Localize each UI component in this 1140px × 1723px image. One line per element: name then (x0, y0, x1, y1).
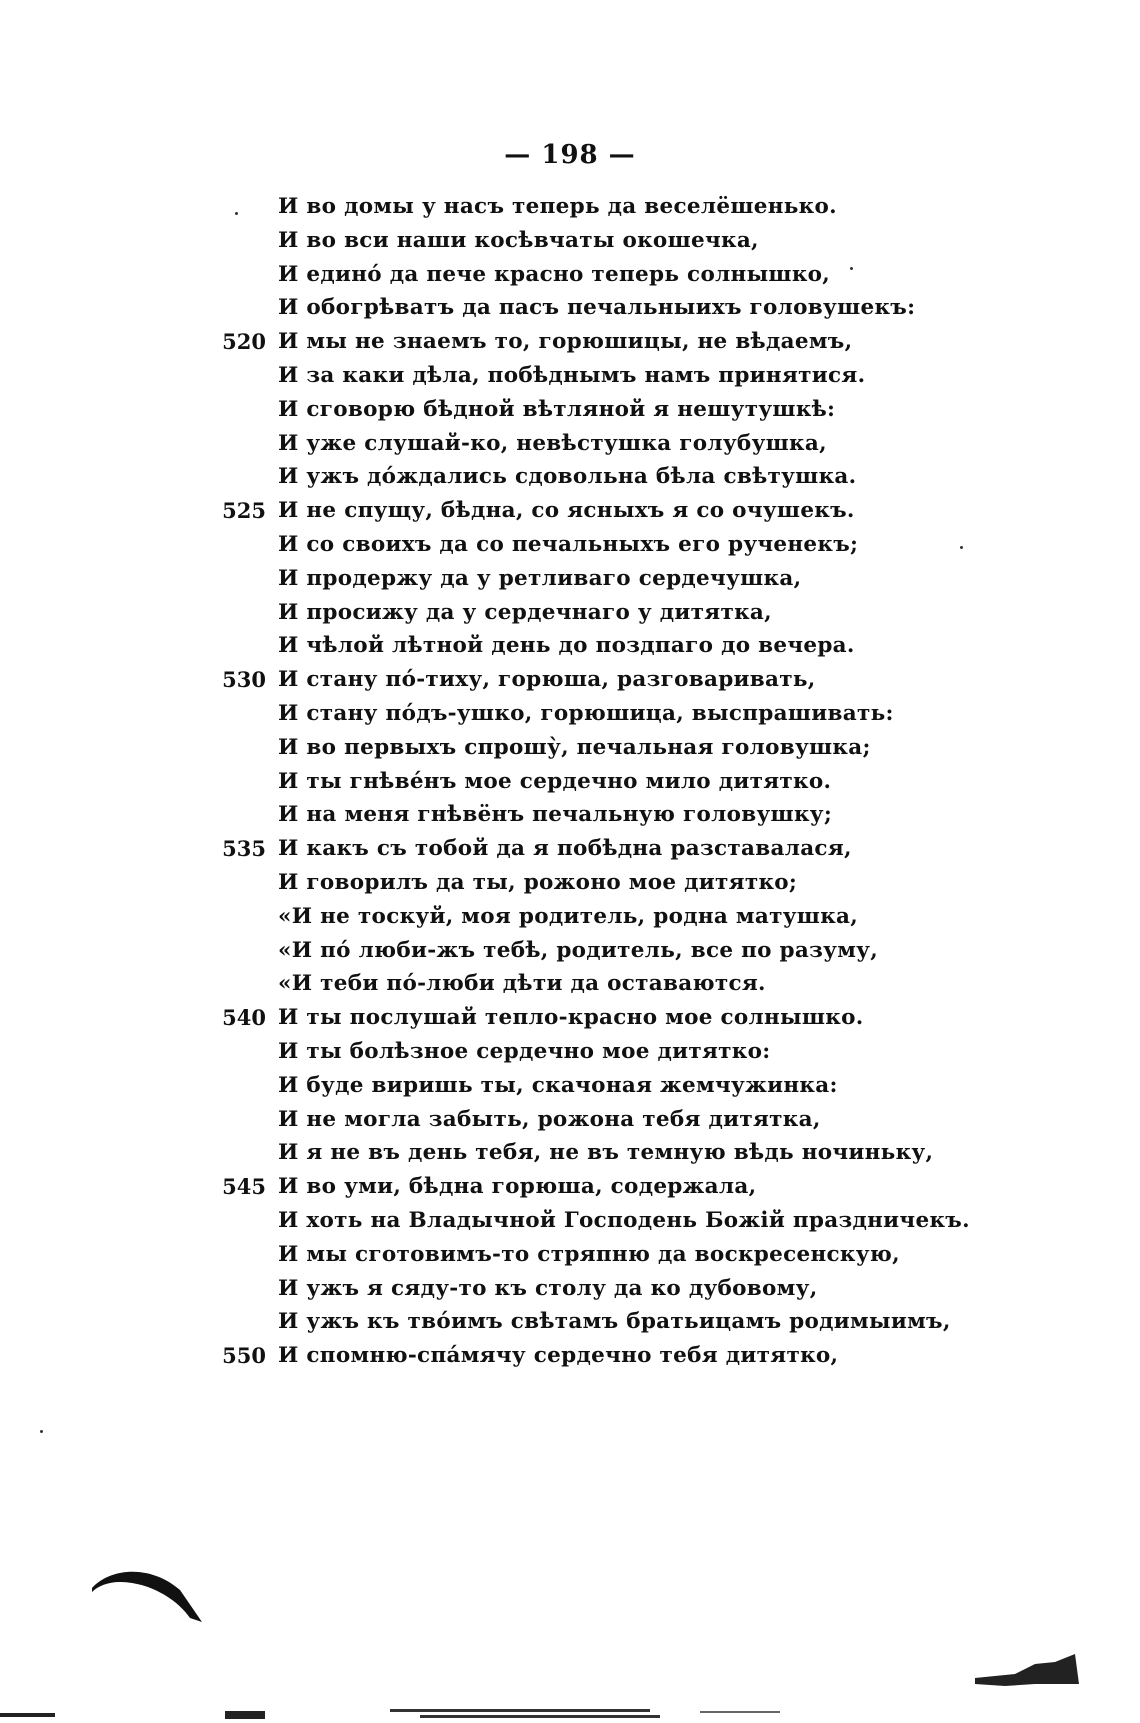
verse-line (0, 1136, 1140, 1170)
verse-text: «И пó люби-жъ тебѣ, родитель, все по разуму, (278, 937, 879, 963)
verse-text: И ужъ я сяду-то къ столу да ко дубовому, (278, 1275, 818, 1301)
verse-line (0, 427, 1140, 461)
line-number: 525 (222, 498, 266, 524)
line-number: 520 (222, 329, 266, 355)
verse-text: И во первыхъ спрошу̀, печальная головушка; (278, 734, 871, 760)
verse-text: И ты послушай тепло-красно мое солнышко. (278, 1005, 864, 1031)
verse-line (0, 1238, 1140, 1272)
verse-line (0, 258, 1140, 292)
verse-text: И говорилъ да ты, рожоно мое дитятко; (278, 869, 798, 895)
verse-text: И мы сготовимъ-то стряпню да воскресенскую, (278, 1241, 900, 1267)
verse-text: И ты болѣзное сердечно мое дитятко: (278, 1038, 771, 1064)
ink-smudge-bottom (0, 1705, 1140, 1723)
verse-line (0, 325, 1140, 359)
ink-smudge-right (975, 1650, 1080, 1690)
line-number: 530 (222, 667, 266, 693)
verse-text: И во уми, бѣдна горюша, содержала, (278, 1174, 757, 1200)
verse-line (0, 1103, 1140, 1137)
line-number: 550 (222, 1343, 266, 1369)
scan-speck (850, 267, 853, 270)
verse-text: И хоть на Владычной Господень Божій праздничекъ. (278, 1207, 970, 1233)
verse-text: И со своихъ да со печальныхъ его рученекъ; (278, 531, 859, 557)
verse-line (0, 629, 1140, 663)
verse-line (0, 1170, 1140, 1204)
verse-text: И просижу да у сердечнаго у дитятка, (278, 599, 772, 625)
verse-line (0, 224, 1140, 258)
verse-text: И ужъ къ твóимъ свѣтамъ братьицамъ родимыимъ, (278, 1309, 951, 1335)
verse-text: И стану пó-тиху, горюша, разговаривать, (278, 667, 816, 693)
verse-line (0, 393, 1140, 427)
page-number: — 198 — (504, 140, 636, 170)
verse-line (0, 967, 1140, 1001)
verse-line (0, 291, 1140, 325)
verse-text: И не спущу, бѣдна, со ясныхъ я со очушекъ. (278, 498, 855, 524)
verse-line (0, 190, 1140, 224)
verse-line (0, 1204, 1140, 1238)
verse-line (0, 1272, 1140, 1306)
verse-line (0, 359, 1140, 393)
poem-text (0, 190, 1140, 1373)
verse-line (0, 596, 1140, 630)
verse-line (0, 460, 1140, 494)
verse-text: И стану пóдъ-ушко, горюшица, выспрашивать: (278, 700, 894, 726)
verse-line (0, 1035, 1140, 1069)
verse-line (0, 731, 1140, 765)
verse-line (0, 1305, 1140, 1339)
verse-text: И ты гнѣвéнъ мое сердечно мило дитятко. (278, 768, 832, 794)
scan-speck (960, 546, 963, 549)
verse-line (0, 798, 1140, 832)
verse-text: И не могла забыть, рожона тебя дитятка, (278, 1106, 821, 1132)
verse-text: И во домы у насъ теперь да веселёшенько. (278, 194, 837, 219)
verse-text: «И не тоскуй, моя родитель, родна матушка, (278, 903, 859, 929)
verse-text: И я не въ день тебя, не въ темную вѣдь ночиньку, (278, 1140, 934, 1166)
verse-line (0, 663, 1140, 697)
verse-line (0, 900, 1140, 934)
verse-text: И за каки дѣла, побѣднымъ намъ принятися. (278, 362, 866, 388)
verse-line (0, 1001, 1140, 1035)
verse-text: И мы не знаемъ то, горюшицы, не вѣдаемъ, (278, 329, 853, 355)
verse-text: И чѣлой лѣтной день до поздпаго до вечера. (278, 633, 855, 659)
verse-text: И сговорю бѣдной вѣтляной я нешутушкѣ: (278, 396, 836, 422)
verse-text: «И теби пó-люби дѣти да оставаются. (278, 971, 766, 997)
verse-line (0, 697, 1140, 731)
verse-line (0, 528, 1140, 562)
verse-text: И во вси наши косѣвчаты окошечка, (278, 227, 759, 253)
verse-line (0, 1069, 1140, 1103)
verse-text: И буде виришь ты, скачоная жемчужинка: (278, 1072, 838, 1098)
verse-line (0, 562, 1140, 596)
verse-line (0, 494, 1140, 528)
verse-text: И какъ съ тобой да я побѣдна разставалася, (278, 836, 852, 862)
verse-text: И обогрѣватъ да пасъ печальныихъ головушекъ: (278, 295, 916, 321)
scan-speck (40, 1430, 43, 1433)
line-number: 535 (222, 836, 266, 862)
verse-line (0, 934, 1140, 968)
line-number: 540 (222, 1005, 266, 1031)
verse-line (0, 866, 1140, 900)
verse-text: И спомню-спáмячу сердечно тебя дитятко, (278, 1343, 839, 1369)
verse-line (0, 832, 1140, 866)
ink-smudge-left (90, 1560, 210, 1630)
scan-speck (235, 212, 238, 215)
verse-text: И ужъ дóждались сдовольна бѣла свѣтушка. (278, 464, 857, 490)
line-number: 545 (222, 1174, 266, 1200)
verse-line (0, 1339, 1140, 1373)
verse-text: И продержу да у ретливаго сердечушка, (278, 565, 802, 591)
verse-text: И на меня гнѣвёнъ печальную головушку; (278, 802, 833, 828)
verse-text: И единó да пече красно теперь солнышко, (278, 261, 831, 287)
verse-line (0, 765, 1140, 799)
verse-text: И уже слушай-ко, невѣстушка голубушка, (278, 430, 827, 456)
